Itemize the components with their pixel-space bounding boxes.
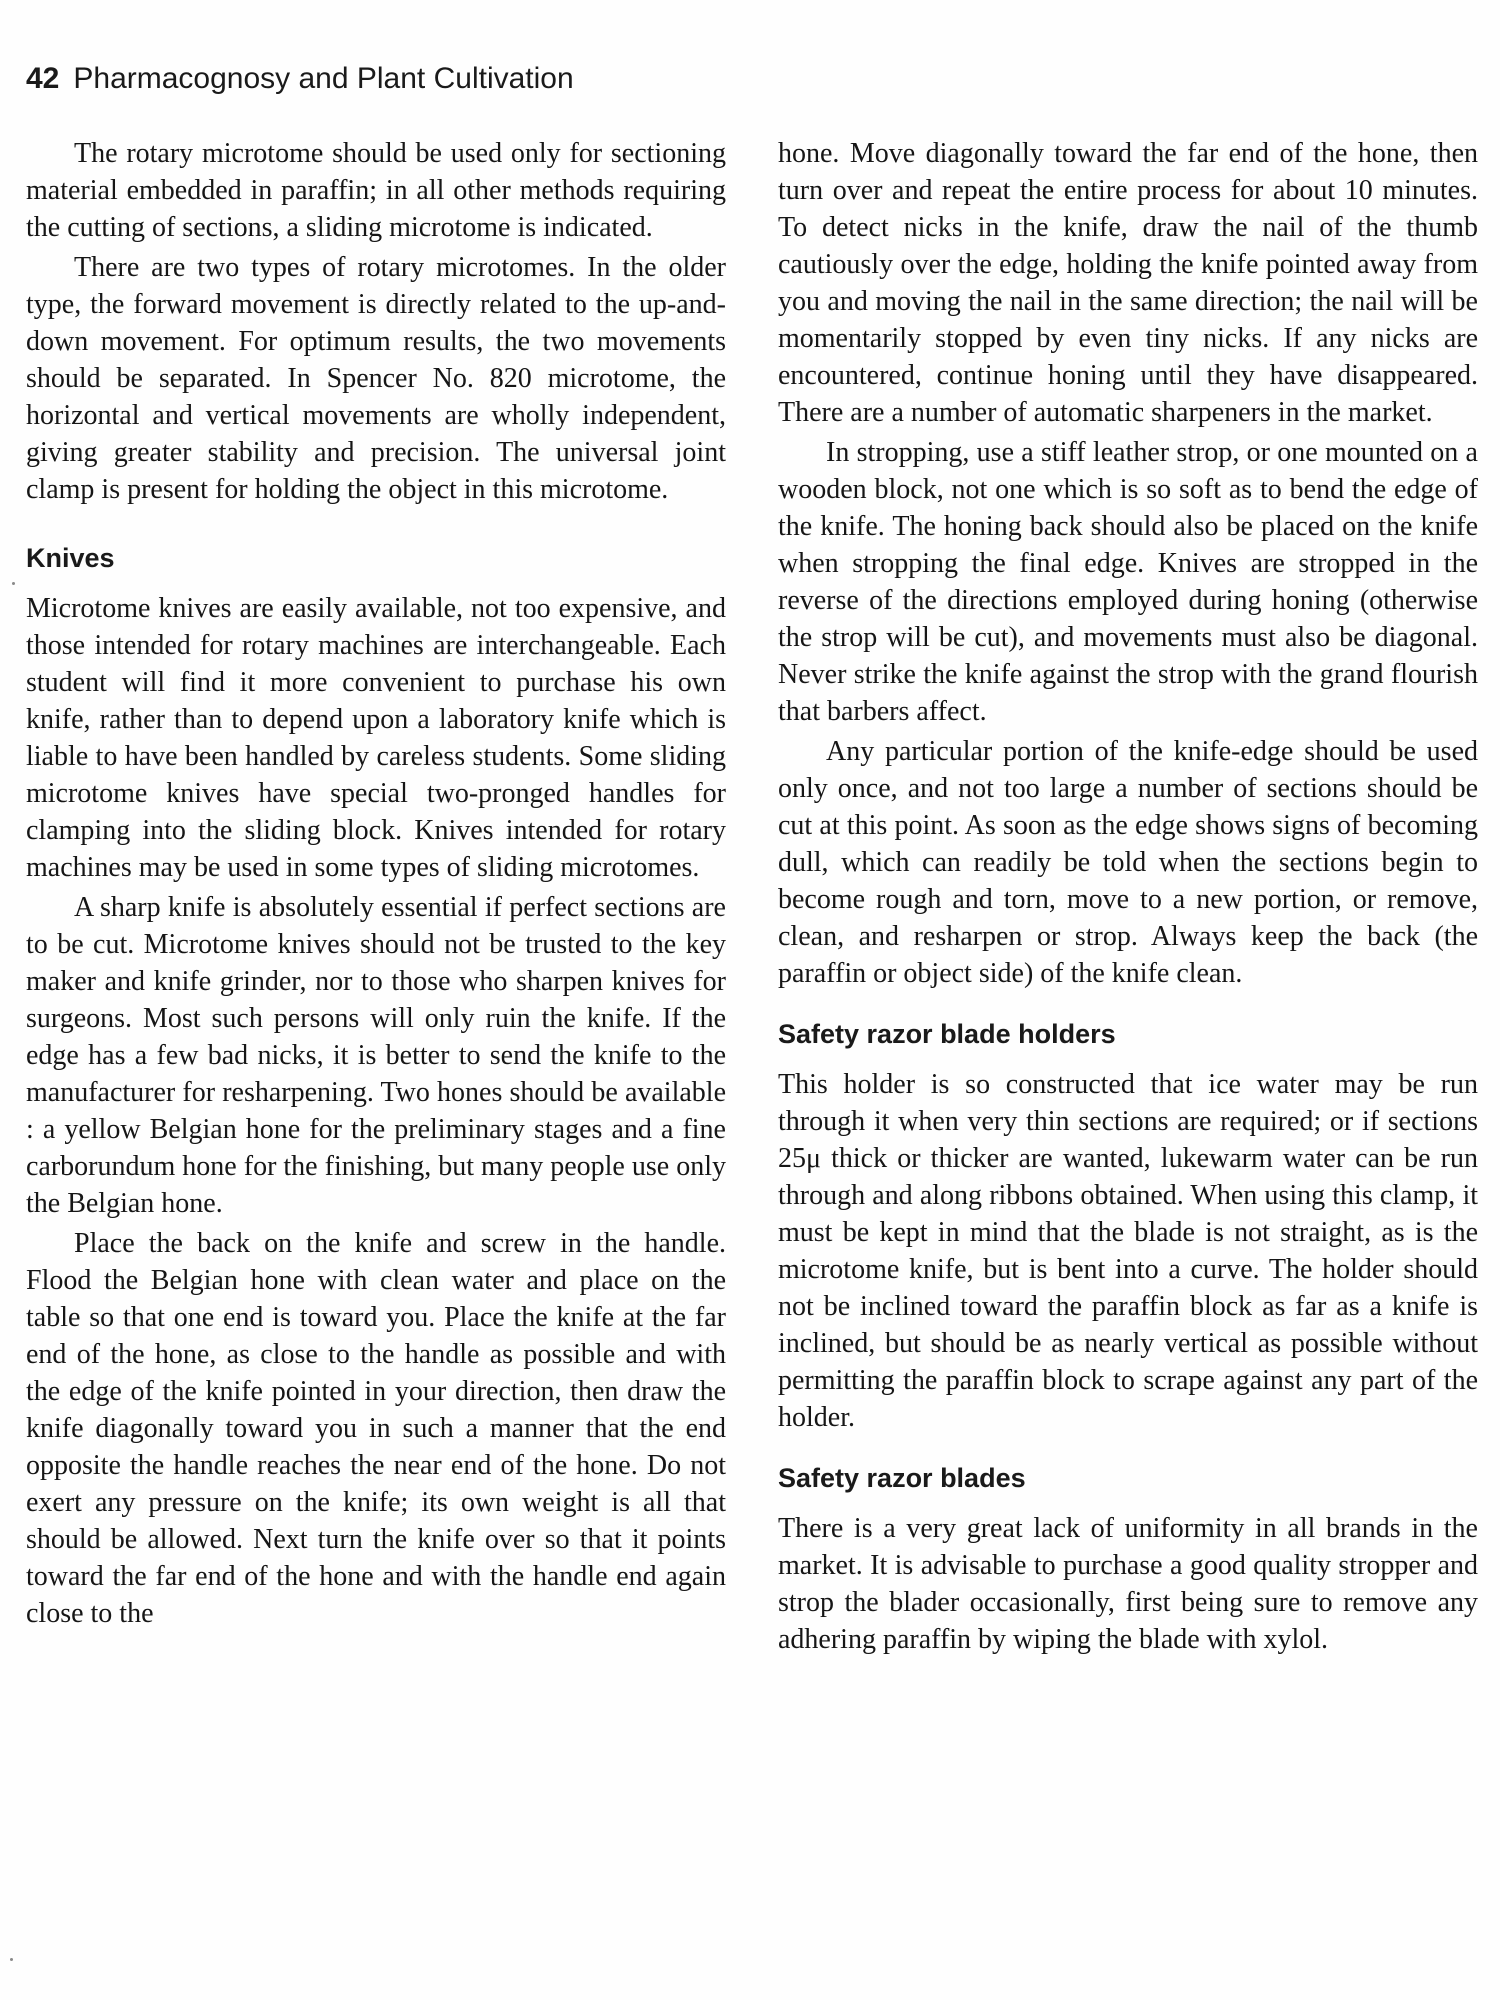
- section-heading-blade-holders: Safety razor blade holders: [778, 1019, 1116, 1049]
- scan-speck: [12, 582, 15, 585]
- paragraph-sharp-knife: A sharp knife is absolutely essential if perfect sections are to be cut. Microtome knives should not be trusted to the key maker and knife grinder, nor to those who sharpen knives for surgeons. Most such persons will only ruin the knife. If the edge has a few bad nicks, it is better to send the knife to the manufacturer for resharpening. Two hones should be available : a yellow Belgian hone for the preliminary stages and a fine carborundum hone for the finishing, but many people use only the Belgian hone.: [26, 892, 726, 1219]
- paragraph-honing-continued: hone. Move diagonally toward the far end of the hone, then turn over and repeat the entire process for about 10 minutes. To detect nicks in the knife, draw the nail of the thumb cautiously over the edge, holding the knife pointed away from you and moving the nail in the same direction; the nail will be momentarily stopped by even tiny nicks. If any nicks are encountered, continue honing until they have disappeared. There are a number of automatic sharpeners in the market.: [778, 138, 1478, 428]
- scan-speck: [10, 1958, 13, 1961]
- right-column: [778, 135, 1478, 1661]
- paragraph-honing-procedure: Place the back on the knife and screw in the handle. Flood the Belgian hone with clean water and place on the table so that one end is toward you. Place the knife at the far end of the hone, as close to the handle as possible and with the edge of the knife pointed in your direction, then draw the knife diagonally toward you in such a manner that the end opposite the handle reaches the near end of the hone. Do not exert any pressure on the knife; its own weight is all that should be allowed. Next turn the knife over so that it points toward the far end of the hone and with the handle end again close to the: [26, 1228, 726, 1629]
- paragraph-knife-edge-use: Any particular portion of the knife-edge should be used only once, and not too large a number of sections should be cut at this point. As soon as the edge shows signs of becoming dull, which can readily be told when the sections begin to become rough and torn, move to a new portion, or remove, clean, and resharpen or strop. Always keep the back (the paraffin or object side) of the knife clean.: [778, 736, 1478, 989]
- section-heading-razor-blades: Safety razor blades: [778, 1463, 1026, 1493]
- section-heading-knives: Knives: [26, 543, 115, 573]
- running-header: [26, 62, 574, 96]
- paragraph-stropping: In stropping, use a stiff leather strop, or one mounted on a wooden block, not one which is so soft as to bend the edge of the knife. The honing back should also be placed on the knife when stropping the final edge. Knives are stropped in the reverse of the directions employed during honing (otherwise the strop will be cut), and movements must also be diagonal. Never strike the knife against the strop with the grand flourish that barbers affect.: [778, 437, 1478, 727]
- paragraph-microtome-types: There are two types of rotary microtomes. In the older type, the forward movement is directly related to the up-and-down movement. For optimum results, the two movements should be separated. In Spencer No. 820 microtome, the horizontal and vertical movements are wholly independent, giving greater stability and precision. The universal joint clamp is present for holding the object in this microtome.: [26, 252, 726, 505]
- paragraph-rotary-microtome: The rotary microtome should be used only for sectioning material embedded in paraffin; in all other methods requiring the cutting of sections, a sliding microtome is indicated.: [26, 138, 726, 243]
- page-number: 42: [26, 62, 60, 95]
- running-title: Pharmacognosy and Plant Cultivation: [73, 62, 574, 95]
- paragraph-microtome-knives: Microtome knives are easily available, not too expensive, and those intended for rotary machines are interchangeable. Each student will find it more convenient to purchase his own knife, rather than to depend upon a laboratory knife which is liable to have been handled by careless students. Some sliding microtome knives have special two-pronged handles for clamping into the sliding block. Knives intended for rotary machines may be used in some types of sliding microtomes.: [26, 593, 726, 883]
- paragraph-razor-blades: There is a very great lack of uniformity in all brands in the market. It is advisable to purchase a good quality stropper and strop the blader occasionally, first being sure to remove any adhering paraffin by wiping the blade with xylol.: [778, 1513, 1478, 1655]
- left-column: [26, 135, 726, 1635]
- paragraph-blade-holders: This holder is so constructed that ice water may be run through it when very thin sections are required; or if sections 25μ thick or thicker are wanted, lukewarm water can be run through and along ribbons obtained. When using this clamp, it must be kept in mind that the blade is not straight, as is the microtome knife, but is bent into a curve. The holder should not be inclined toward the paraffin block as far as a knife is inclined, but should be as nearly vertical as possible without permitting the paraffin block to scrape against any part of the holder.: [778, 1069, 1478, 1433]
